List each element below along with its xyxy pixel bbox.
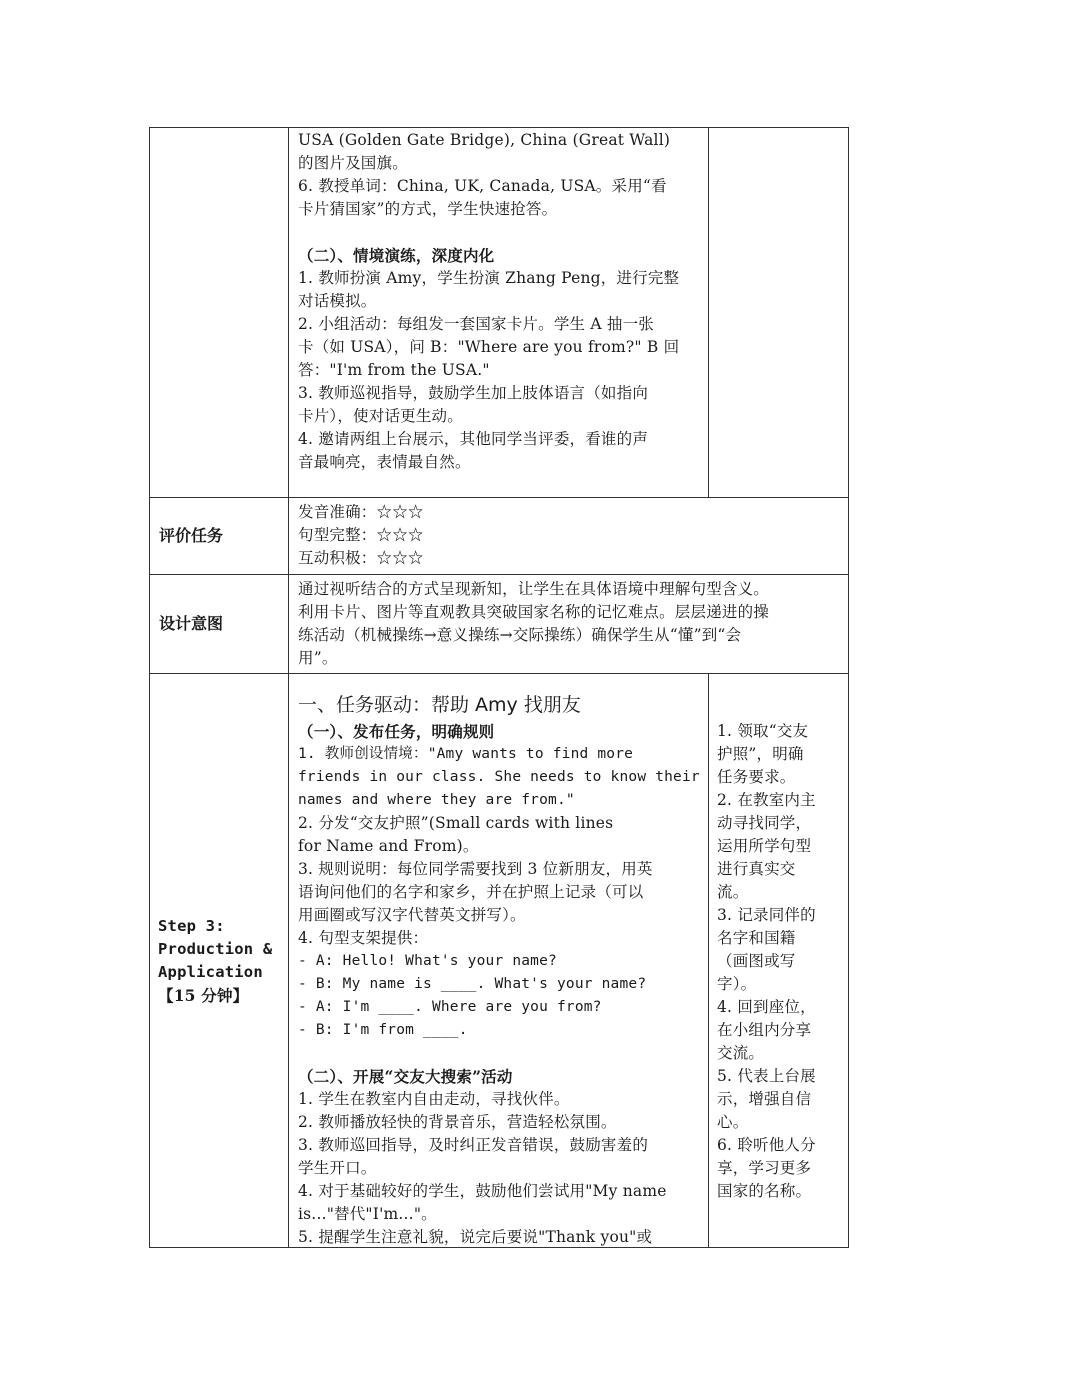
section-title: （二）、情境演练，深度内化	[298, 246, 495, 265]
text-line: 示，增强自信	[717, 1090, 812, 1108]
text-line: 1. 教师扮演 Amy，学生扮演 Zhang Peng，进行完整	[298, 269, 680, 287]
text-line: 卡（如 USA），问 B："Where are you from?" B 回	[298, 338, 680, 356]
step-label-line: Application	[158, 963, 263, 981]
text-line: 语询问他们的名字和家乡，并在护照上记录（可以	[298, 883, 644, 901]
design-intent-text	[298, 578, 843, 670]
text-line: 用”。	[298, 649, 338, 667]
text-line: 利用卡片、图片等直观教具突破国家名称的记忆难点。层层递进的操	[298, 603, 770, 621]
text-line: 5. 代表上台展	[717, 1067, 816, 1085]
text-line: 享，学习更多	[717, 1159, 812, 1177]
text-line: friends in our class. She needs to know their	[298, 769, 700, 785]
design-intent-label: 设计意图	[159, 614, 224, 633]
text-line: 1. 学生在教室内自由走动，寻找伙伴。	[298, 1090, 570, 1108]
sentence-frame: - B: My name is ____. What's your name?	[298, 976, 647, 992]
evaluation-label: 评价任务	[159, 526, 224, 545]
section-title: （二）、开展“交友大搜索”活动	[298, 1067, 513, 1086]
text-line: 动寻找同学，	[717, 814, 812, 832]
table-top-border	[149, 127, 849, 128]
evaluation-criteria	[298, 501, 838, 570]
sentence-frame: - A: I'm ____. Where are you from?	[298, 999, 602, 1015]
text-line: 3. 教师巡回指导，及时纠正发音错误，鼓励害羞的	[298, 1136, 649, 1154]
text-line: 任务要求。	[717, 768, 796, 786]
step3-label	[158, 915, 286, 1007]
text-line: 卡片），使对话更生动。	[298, 407, 463, 425]
text-line: 在小组内分享	[717, 1021, 812, 1039]
section-title: （一）、发布任务，明确规则	[298, 722, 495, 741]
text-line: 4. 邀请两组上台展示，其他同学当评委，看谁的声	[298, 430, 649, 448]
text-line: 护照”，明确	[717, 745, 804, 763]
sentence-frame: - B: I'm from ____.	[298, 1022, 468, 1038]
step3-teacher-activities	[298, 690, 703, 1249]
text-line: 3. 规则说明：每位同学需要找到 3 位新朋友，用英	[298, 860, 653, 878]
table-left-border	[149, 127, 150, 1248]
row1-teacher-activities	[298, 129, 703, 474]
text-line: 6. 教授单词：China, UK, Canada, USA。采用“看	[298, 177, 667, 195]
text-line: 流。	[717, 883, 749, 901]
column-divider-student-bottom	[708, 673, 709, 1248]
text-line: 1. 教师创设情境："Amy wants to find more	[298, 746, 634, 762]
text-line: 用画圈或写汉字代替英文拼写）。	[298, 906, 526, 924]
text-line: 4. 回到座位，	[717, 998, 816, 1016]
text-line: 2. 教师播放轻快的背景音乐，营造轻松氛围。	[298, 1113, 617, 1131]
text-line: 心。	[717, 1113, 749, 1131]
text-line: names and where they are from."	[298, 792, 575, 808]
text-line: 6. 聆听他人分	[717, 1136, 816, 1154]
table-right-border	[848, 127, 849, 1248]
step-label-line: Production &	[158, 940, 273, 958]
text-line: USA (Golden Gate Bridge), China (Great Wall)	[298, 131, 671, 149]
text-line: 答："I'm from the USA."	[298, 361, 490, 379]
criteria-item: 句型完整：☆☆☆	[298, 526, 424, 544]
text-line: 1. 领取“交友	[717, 722, 809, 740]
text-line: 学生开口。	[298, 1159, 377, 1177]
text-line: 音最响亮，表情最自然。	[298, 453, 471, 471]
text-line: 卡片猜国家”的方式，学生快速抢答。	[298, 200, 558, 218]
text-line: 练活动（机械操练→意义操练→交际操练）确保学生从“懂”到“会	[298, 626, 742, 644]
column-divider-student-top	[708, 127, 709, 497]
row-divider-3	[149, 673, 849, 674]
text-line: 运用所学句型	[717, 837, 812, 855]
row-divider-1	[149, 497, 849, 498]
text-line: 交流。	[717, 1044, 765, 1062]
text-line: （画图或写	[717, 952, 796, 970]
step-duration: 【15 分钟】	[158, 986, 249, 1005]
criteria-item: 发音准确：☆☆☆	[298, 503, 424, 521]
text-line: 对话模拟。	[298, 292, 377, 310]
text-line: 2. 在教室内主	[717, 791, 816, 809]
text-line: 5. 提醒学生注意礼貌，说完后要说"Thank you"或	[298, 1228, 653, 1246]
task-heading: 一、任务驱动：帮助 Amy 找朋友	[298, 694, 581, 716]
text-line: 3. 记录同伴的	[717, 906, 816, 924]
step3-student-activities	[717, 720, 845, 1203]
text-line: 3. 教师巡视指导，鼓励学生加上肢体语言（如指向	[298, 384, 649, 402]
step-label-line: Step 3:	[158, 917, 225, 935]
text-line: is..."替代"I'm..."。	[298, 1205, 437, 1223]
column-divider-label	[288, 127, 289, 1248]
text-line: 2. 小组活动：每组发一套国家卡片。学生 A 抽一张	[298, 315, 654, 333]
text-line: 进行真实交	[717, 860, 796, 878]
text-line: 2. 分发“交友护照”(Small cards with lines	[298, 814, 614, 832]
text-line: 4. 对于基础较好的学生，鼓励他们尝试用"My name	[298, 1182, 667, 1200]
sentence-frame: - A: Hello! What's your name?	[298, 953, 557, 969]
text-line: for Name and From)。	[298, 837, 479, 855]
text-line: 名字和国籍	[717, 929, 796, 947]
criteria-item: 互动积极：☆☆☆	[298, 549, 424, 567]
text-line: 字）。	[717, 975, 757, 993]
row-divider-2	[149, 574, 849, 575]
text-line: 4. 句型支架提供：	[298, 929, 429, 947]
text-line: 通过视听结合的方式呈现新知，让学生在具体语境中理解句型含义。	[298, 580, 770, 598]
text-line: 国家的名称。	[717, 1182, 812, 1200]
text-line: 的图片及国旗。	[298, 154, 408, 172]
